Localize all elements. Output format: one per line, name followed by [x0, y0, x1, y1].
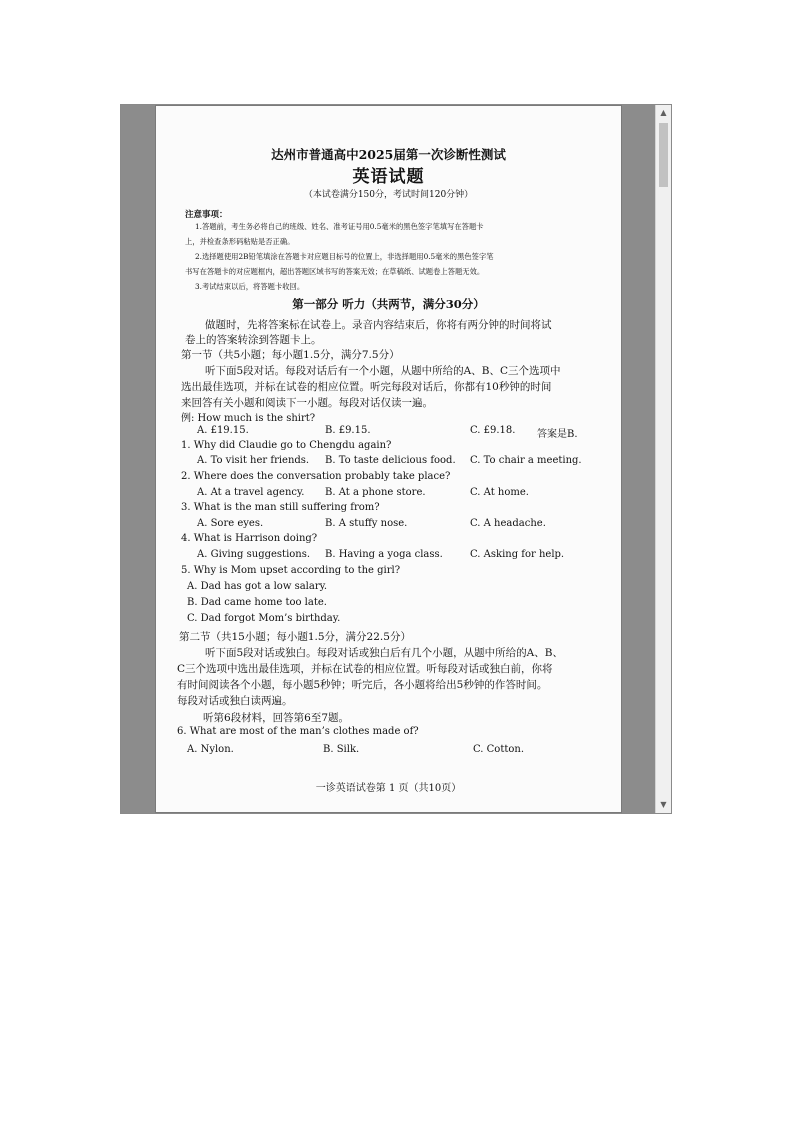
option-b: B. Silk. — [323, 744, 360, 755]
scroll-up-arrow-icon[interactable]: ▲ — [660, 108, 667, 117]
option-a: A. Dad has got a low salary. — [187, 581, 328, 592]
option-c: C. £9.18. — [470, 425, 516, 436]
notice-heading: 注意事项： — [185, 210, 228, 220]
subject-title: 英语试题 — [352, 167, 425, 187]
option-c: C. Cotton. — [473, 744, 525, 755]
document-page — [155, 105, 622, 813]
question-text: 5. Why is Mom upset according to the girl? — [181, 565, 401, 576]
option-c: C. To chair a meeting. — [470, 455, 582, 466]
option-c: C. Dad forgot Mom’s birthday. — [187, 613, 341, 624]
example-answer: 答案是B. — [537, 429, 578, 440]
vertical-scrollbar[interactable] — [655, 105, 671, 813]
option-a: A. To visit her friends. — [197, 455, 310, 466]
section2-intro-line: C三个选项中选出最佳选项，并标在试卷的相应位置。听每段对话或独白前，你将 — [177, 663, 553, 675]
question-text: 3. What is the man still suffering from? — [181, 502, 380, 513]
option-a: A. Sore eyes. — [197, 518, 264, 529]
option-c: C. A headache. — [470, 518, 546, 529]
option-b: B. Dad came home too late. — [187, 597, 327, 608]
section2-intro-line: 有时间阅读各个小题，每小题5秒钟；听完后，各小题将给出5秒钟的作答时间。 — [177, 679, 548, 691]
option-a: A. Nylon. — [187, 744, 234, 755]
document-viewer — [120, 104, 672, 814]
option-a: A. Giving suggestions. — [197, 549, 311, 560]
option-b: B. To taste delicious food. — [325, 455, 456, 466]
section2-intro-line: 听下面5段对话或独白。每段对话或独白后有几个小题，从题中所给的A、B、 — [205, 647, 563, 659]
option-b: B. Having a yoga class. — [325, 549, 443, 560]
option-a: A. £19.15. — [197, 425, 249, 436]
section1-intro-line: 选出最佳选项，并标在试卷的相应位置。听完每段对话后，你都有10秒钟的时间 — [181, 381, 552, 393]
question-text: 1. Why did Claudie go to Chengdu again? — [181, 440, 392, 451]
part1-intro-line: 卷上的答案转涂到答题卡上。 — [185, 334, 322, 346]
section2-heading: 第二节（共15小题；每小题1.5分，满分22.5分） — [179, 631, 411, 643]
notice-line: 1.答题前，考生务必将自己的班级、姓名、准考证号用0.5毫米的黑色签字笔填写在答题卡 — [195, 222, 484, 231]
exam-info: （本试卷满分150分，考试时间120分钟） — [303, 190, 474, 200]
scroll-down-arrow-icon[interactable]: ▼ — [660, 800, 667, 809]
question-text: 6. What are most of the man’s clothes made of? — [177, 726, 419, 737]
section2-intro-line: 每段对话或独白读两遍。 — [177, 695, 293, 707]
part1-heading: 第一部分 听力（共两节，满分30分） — [292, 297, 485, 311]
viewer-background — [121, 105, 657, 813]
page-footer: 一诊英语试卷第 1 页（共10页） — [315, 783, 462, 794]
notice-line: 2.选择题使用2B铅笔填涂在答题卡对应题目标号的位置上，非选择题用0.5毫米的黑色签字笔 — [195, 252, 494, 261]
scroll-thumb[interactable] — [659, 123, 668, 187]
notice-line: 3.考试结束以后，将答题卡收回。 — [195, 282, 305, 291]
exam-title: 达州市普通高中2025届第一次诊断性测试 — [271, 147, 506, 162]
option-c: C. At home. — [470, 487, 529, 498]
notice-line: 书写在答题卡的对应题框内，超出答题区域书写的答案无效；在草稿纸、试题卷上答题无效。 — [185, 267, 485, 276]
section1-intro-line: 听下面5段对话。每段对话后有一个小题，从题中所给的A、B、C三个选项中 — [205, 365, 561, 377]
option-a: A. At a travel agency. — [197, 487, 305, 498]
question-text: 2. Where does the conversation probably take place? — [181, 471, 451, 482]
option-b: B. A stuffy nose. — [325, 518, 408, 529]
example-question: 例: How much is the shirt? — [181, 413, 316, 424]
question-text: 4. What is Harrison doing? — [181, 533, 318, 544]
part1-intro-line: 做题时，先将答案标在试卷上。录音内容结束后，你将有两分钟的时间将试 — [205, 319, 552, 331]
section1-heading: 第一节（共5小题；每小题1.5分，满分7.5分） — [181, 349, 400, 361]
option-c: C. Asking for help. — [470, 549, 565, 560]
option-b: B. At a phone store. — [325, 487, 426, 498]
option-b: B. £9.15. — [325, 425, 371, 436]
notice-line: 上，并检查条形码粘贴是否正确。 — [185, 237, 295, 246]
section1-intro-line: 来回答有关小题和阅读下一小题。每段对话仅读一遍。 — [181, 397, 433, 409]
material-instruction: 听第6段材料，回答第6至7题。 — [203, 712, 350, 724]
